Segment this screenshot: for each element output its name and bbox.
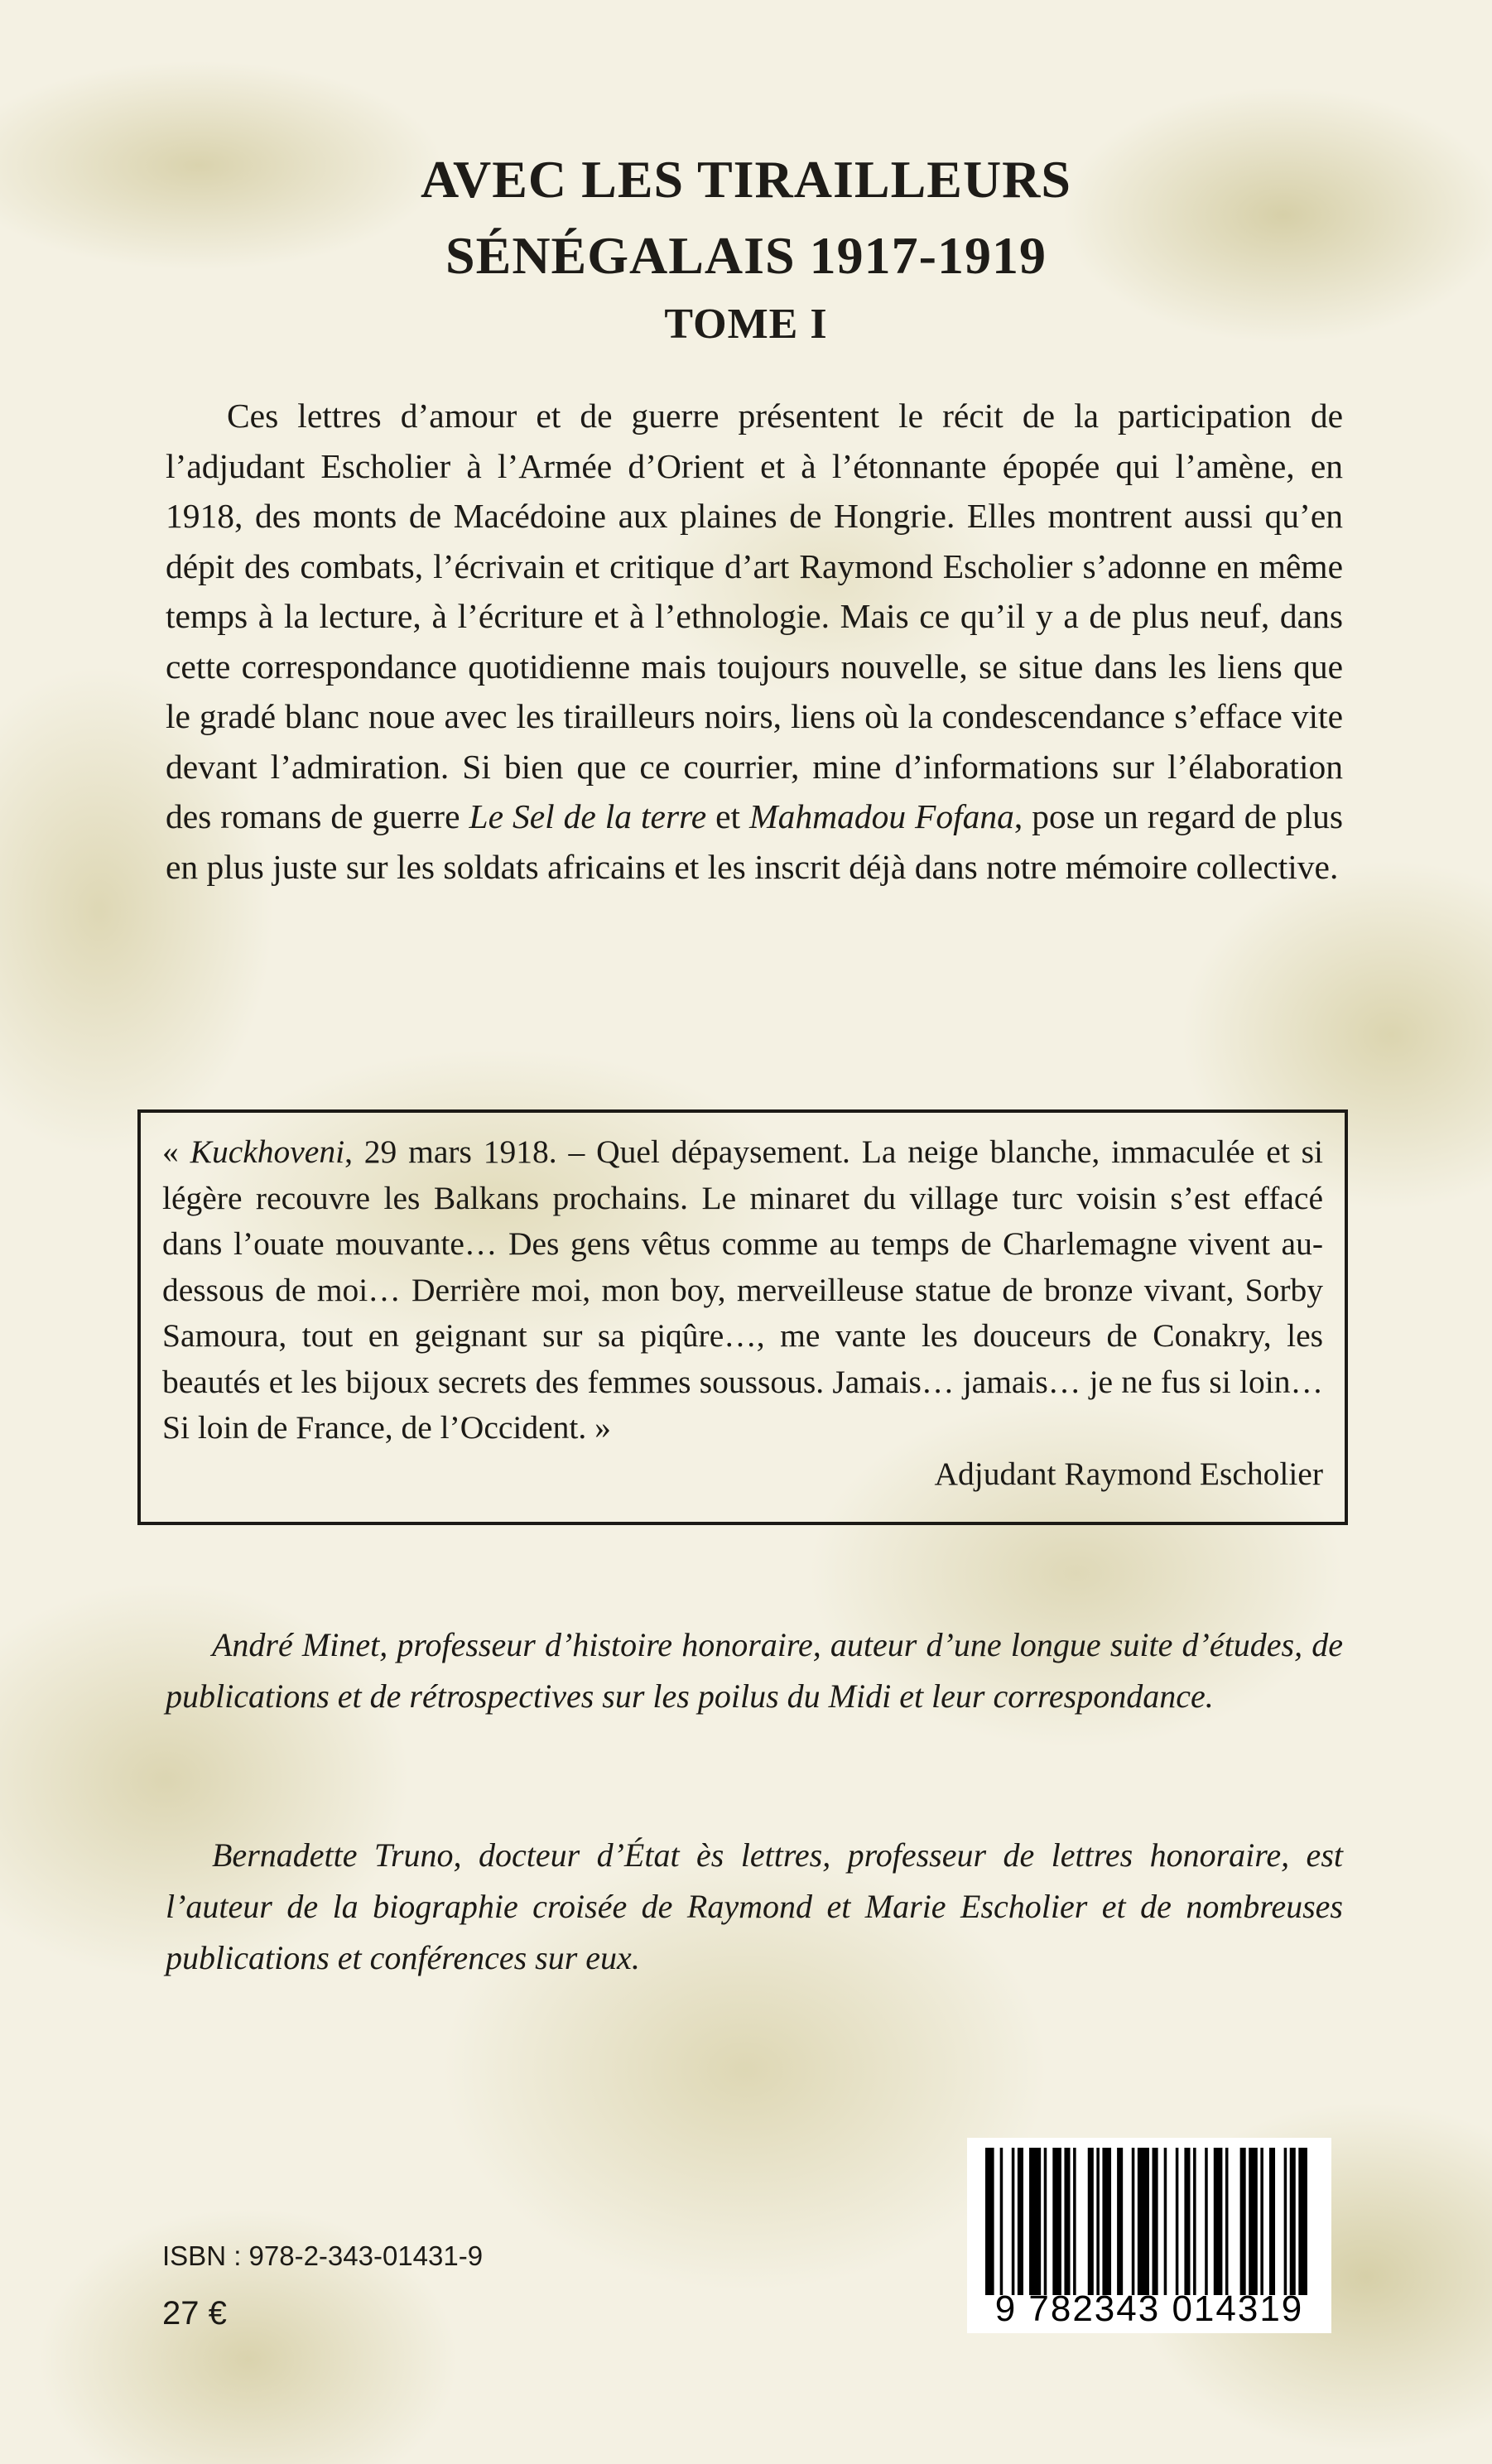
barcode-digits: 9 782343 014319 (994, 2288, 1304, 2329)
author-bio-truno: Bernadette Truno, docteur d’État ès lettres, professeur de lettres honoraire, est l’auteur de la biographie croisée de Raymond et Marie Escholier et de nombreuses publications et conférences sur eux. (166, 1836, 1343, 1976)
quote-place: Kuckhoveni (190, 1133, 345, 1170)
barcode-bar (1117, 2148, 1123, 2295)
barcode-bar (1260, 2148, 1263, 2295)
novel-title-2: Mahmadou Fofana (749, 797, 1014, 835)
barcode-bar (1164, 2148, 1167, 2295)
summary-text-2: et (706, 797, 750, 835)
book-title-line-1: AVEC LES TIRAILLEURS (421, 150, 1071, 209)
quote-body: , 29 mars 1918. – Quel dépaysement. La neige blanche, immaculée et si légère recouvre les Balkans prochains. Le minaret du village turc voisin s’est effacé dans l’ouate mouvante… Des gens vêtus comme au temps de Charlemagne vivent au-dessous de moi… Derrière moi, mon boy, merveilleuse statue de bronze vivant, Sorby Samoura, tout en geignant sur sa piqûre…, me vante les douceurs de Conakry, les beautés et les bijoux secrets des femmes soussous. Jamais… jamais… je ne fus si loin… Si loin de France, de l’Occident. » (162, 1133, 1323, 1446)
quote-box (137, 1109, 1348, 1525)
barcode-bar (985, 2148, 994, 2295)
barcode-bar (1214, 2148, 1223, 2295)
barcode (967, 2138, 1331, 2333)
barcode-bar (1290, 2148, 1296, 2295)
book-volume: TOME I (664, 301, 828, 348)
quote-text (162, 1129, 1323, 1451)
quote-open-mark: « (162, 1133, 190, 1170)
barcode-bar (1073, 2148, 1076, 2295)
barcode-bar (1096, 2148, 1100, 2295)
barcode-bar (1088, 2148, 1094, 2295)
barcode-bar (1193, 2148, 1196, 2295)
barcode-bar (1102, 2148, 1111, 2295)
barcode-bar (1018, 2148, 1023, 2295)
barcode-bar (1138, 2148, 1149, 2295)
barcode-bar (1176, 2148, 1179, 2295)
barcode-bar (1153, 2148, 1158, 2295)
barcode-bar (1205, 2148, 1208, 2295)
barcode-bar (1029, 2148, 1041, 2295)
summary-paragraph (166, 391, 1343, 892)
isbn: ISBN : 978-2-343-01431-9 (162, 2240, 484, 2271)
barcode-bars (985, 2148, 1313, 2295)
barcode-bar (1298, 2148, 1307, 2295)
quote-signature: Adjudant Raymond Escholier (934, 1455, 1323, 1492)
barcode-bar (1052, 2148, 1061, 2295)
barcode-bar (1269, 2148, 1275, 2295)
barcode-bar (1044, 2148, 1047, 2295)
summary-text-1: Ces lettres d’amour et de guerre présentent le récit de la participation de l’adjudant Escholier à l’Armée d’Orient et à l’étonnante épopée qui l’amène, en 1918, des monts de Macédoine aux plaines de Hongrie. Elles montrent aussi qu’en dépit des combats, l’écrivain et critique d’art Raymond Escholier s’adonne en même temps à la lecture, à l’écriture et à l’ethnologie. Mais ce qu’il y a de plus neuf, dans cette correspondance quotidienne mais toujours nouvelle, se situe dans les liens que le gradé blanc noue avec les tirailleurs noirs, liens où la condescendance s’efface vite devant l’admiration. Si bien que ce courrier, mine d’informations sur l’élaboration des romans de guerre (166, 397, 1343, 835)
barcode-bar (1064, 2148, 1070, 2295)
barcode-bar (1284, 2148, 1287, 2295)
author-bio-minet: André Minet, professeur d’histoire honoraire, auteur d’une longue suite d’études, de publications et de rétrospectives sur les poilus du Midi et leur correspondance. (166, 1626, 1343, 1715)
barcode-bar (1000, 2148, 1003, 2295)
price: 27 € (162, 2295, 227, 2332)
barcode-bar (1240, 2148, 1246, 2295)
novel-title-1: Le Sel de la terre (469, 797, 707, 835)
barcode-bar (1012, 2148, 1015, 2295)
barcode-bar (1249, 2148, 1258, 2295)
barcode-bar (1132, 2148, 1135, 2295)
summary-text-3: , pose un regard de plus en plus juste sur les soldats africains et les inscrit déjà dans notre mémoire collective. (166, 797, 1344, 886)
barcode-bar (1184, 2148, 1190, 2295)
barcode-bar (1225, 2148, 1229, 2295)
book-title-line-2: SÉNÉGALAIS 1917-1919 (445, 226, 1047, 285)
